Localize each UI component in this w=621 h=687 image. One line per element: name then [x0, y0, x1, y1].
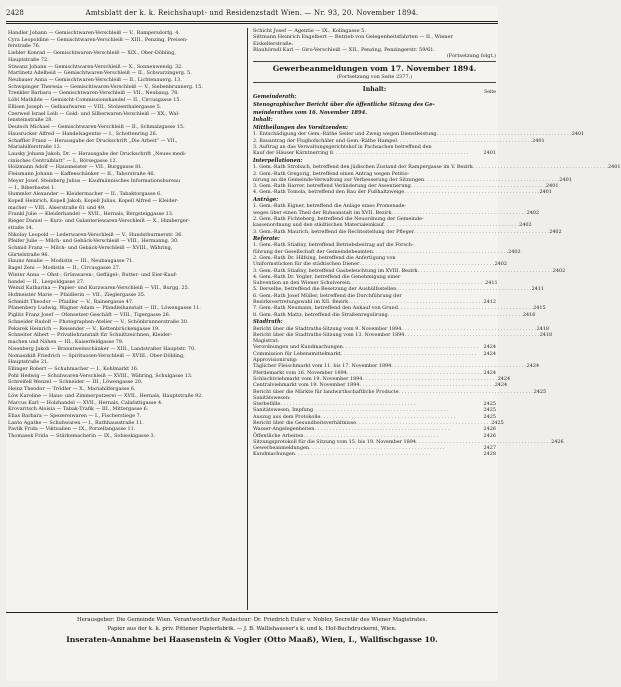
trade-entry: Cyra Leopoldine — Gemischtwaren-Verschleiß — XIII., Penzing, Preisen- — [8, 36, 188, 43]
toc-leader-dots: . . . . . . . . . . . . . . . . . . . . . . . . . . . . . . . . . . . . . . . . . . . . — [396, 137, 533, 144]
toc-item-title: Bericht über die Märkte für landwirthschaftliche Producte — [253, 388, 399, 395]
trade-entry: Winter Anna — Obst-, Grünwaren-, Geflügel-, Butter- und Eier-Kauf- — [8, 271, 178, 278]
toc-page-number: 2402 — [508, 248, 521, 255]
toc-page-number: 2424 — [483, 369, 496, 376]
toc-page-number: 2424 — [483, 350, 496, 357]
trade-entry-text: Blauhörndl Karl — Giro-Verschleiß — XII., Penzing, Penzingerstr. 59/61. — [253, 46, 436, 53]
toc-item-title: 2. Bauantrag der Flughofschäler und Gem.-Räthe Hampel — [253, 137, 397, 144]
toc-page-number: 2401 — [608, 164, 621, 171]
trade-entry: Piglitz Franz Josef — Ofensetzer-Geschäft — VIII., Tigergasse 26. — [8, 312, 171, 319]
toc-item-title: Auszug aus dem Protokolle — [253, 413, 321, 420]
toc-leader-dots: . . . . . . . . . . . . . . . . . . . . . . . . . . . . . . . . . . . . . . . . . . . . — [359, 382, 495, 389]
trade-entry: Heinz Theodor — Trödler — X., Mariahilfergasse 6. — [8, 386, 136, 393]
toc-leader-dots: . . . . . . . . . . . . . . . . . . . . . . . . . . . . . . . . . . . . . . . . . . . . — [349, 280, 486, 287]
trade-entry: Elias Barbara — Spezereiwaren — I., Fischerstiege 7. — [8, 412, 142, 419]
toc-leader-dots: . . . . . . . . . . . . . . . . . . . . . . . . . . . . . . . . . . . . . . . . . . . . — [410, 183, 547, 190]
page-number: 2428 — [6, 9, 24, 17]
trade-entry: Stiwanz Johann — Gemischtwaren-Verschleiß — X., Sonnenwendg. 32. — [8, 63, 183, 70]
toc-leader-dots: . . . . . . . . . . . . . . . . . . . . . . . . . . . . . . . . . . . . . . . . . . . . — [391, 209, 527, 216]
toc-item-title: Sitzungsprotokoll für die Sitzung vom 15. bis 19. November 1894 — [253, 438, 416, 445]
toc-leader-dots: . . . . . . . . . . . . . . . . . . . . . . . . . . . . . . . . . . . . . . . . . . . . — [396, 286, 532, 293]
column-divider — [247, 28, 248, 610]
toc-page-number: 2424 — [497, 375, 511, 382]
trade-entry: Czerwed Israel Leib — Gold- und Silberwaren-Verschleiß — XX., Wal- — [8, 110, 180, 117]
toc-page-number: 2402 — [526, 209, 540, 216]
toc-section-label: Interpellationen: — [253, 157, 303, 164]
toc-leader-dots: . . . . . . . . . . . . . . . . . . . . . . . . . . . . . . . . . . . . . . . . . . . . — [346, 369, 483, 376]
toc-page-number: 2411 — [485, 280, 498, 287]
toc-item-title: Pferdemarkt vom 16. November 1894 — [253, 369, 347, 376]
toc-item-title: 1. Gem.-Rath Strobach, betreffend den jüdischen Zustand der Rampergasse im V. Bezirk — [253, 164, 473, 171]
toc-page-number: 2401 — [546, 183, 559, 190]
right-column — [253, 28, 621, 612]
trade-entry: Neubauer Anna — Gemischtwaren-Verschleiß — II., Lichtenauerg. 13. — [8, 77, 182, 84]
trade-entry: Nikolay Leopold — Lederwaren-Verschleiß — V., Hundsthurmerstr. 36. — [8, 231, 183, 238]
trade-entry: Hauptstraße 72. — [8, 56, 49, 63]
toc-item-title: Öffentliche Arbeiten — [253, 432, 304, 439]
toc-item-title: 3. Gem.-Rath Stiaßny, betreffend Gasbeleuchtung im XVIII. Bezirk — [253, 267, 418, 274]
trade-entry: lensteinstraße 28. — [8, 117, 53, 124]
toc-page-number: 2401 — [483, 150, 496, 157]
trade-entry: ferstraße 76. — [8, 43, 41, 50]
toc-section-label: Stenographischer Bericht über die öffentliche Sitzung des Ge- — [253, 102, 435, 109]
toc-item-title: Gewerbeanmeldungen — [253, 445, 310, 452]
toc-item-title: Schlachtviehmarkt vom 19. November 1894 — [253, 375, 363, 382]
toc-leader-dots: . . . . . . . . . . . . . . . . . . . . . . . . . . . . . . . . . . . . . . . . . . . . — [401, 325, 537, 332]
trade-entry: Haunz Amalie — Modistin — III., Neubaugasse 71. — [8, 258, 134, 265]
toc-leader-dots: . . . . . . . . . . . . . . . . . . . . . . . . . . . . . . . . . . . . . . . . . . . . — [398, 388, 534, 395]
toc-item-title: Uniformstücken für die städtischen Diener — [253, 261, 360, 268]
toc-item-title: führung der Gesellschaft der Gemeindebeamten — [253, 248, 373, 255]
toc-leader-dots: . . . . . . . . . . . . . . . . . . . . . . . . . . . . . . . . . . . . . . . . . . . . — [320, 413, 456, 420]
trade-entry: Trenkler Barbara — Gemischtwaren-Verschleiß — VII., Neubaug. 78. — [8, 90, 179, 97]
toc-leader-dots: . . . . . . . . . . . . . . . . . . . . . . . . . . . . . . . . . . . . . . . . . . . . — [340, 350, 477, 357]
toc-leader-dots: . . . . . . . . . . . . . . . . . . . . . . . . . . . . . . . . . . . . . . . . . . . . — [415, 438, 552, 445]
toc-item-title: 2. Gem.-Rath Dr. Hilfsing, betreffend die Anfertigung von — [253, 254, 396, 261]
trade-entry: Deutsch Michael — Gemischtwaren-Verschleiß — II., Schmalzgasse 15. — [8, 124, 185, 131]
toc-item-title: Centralviehmarkt vom 19. November 1894 — [253, 382, 360, 389]
toc-page-number: 2425 — [533, 388, 547, 395]
toc-item-title: Sanitätswesen, Impfung — [253, 407, 314, 414]
toc-item-title: Commission für Lebensmittelmarkt — [253, 350, 341, 357]
trade-entry: handel — II., Leopoldgasse 27. — [8, 278, 85, 285]
toc-page-number: 2402 — [552, 267, 566, 274]
toc-section-label: Anträge: — [253, 196, 279, 203]
toc-page-number: 2428 — [483, 451, 496, 458]
trade-entry: Schreifell Wenzel — Schneider — III., Löwengasse 20. — [8, 379, 143, 386]
toc-item-title: Täglicher Fleischmarkt vom 11. bis 17. November 1894 — [253, 363, 392, 370]
toc-item-title: Bericht über die Stadtraths-Sitzung vom 13. November 1894 — [253, 331, 405, 338]
page-title: Amtsblatt der k. k. Reichshaupt- und Residenzstadt Wien. — Nr. 93, 20. November 1894. — [85, 9, 419, 17]
toc-item-title: 6. Gem.-Rath Josef Müller, betreffend die Durchführung der — [253, 292, 402, 299]
header-rule-2 — [6, 23, 498, 24]
trade-entry: Schmid Franz — Milch- und Gebäck-Verschleiß — XVIII., Währing, — [8, 245, 173, 251]
toc-page-number: 2402 — [494, 261, 508, 268]
trade-entry: Martinetz Adelheid — Gemischtwaren-Verschleiß — II., Schwarzingerg. 5. — [8, 70, 192, 77]
left-column — [8, 30, 242, 610]
toc-leader-dots: . . . . . . . . . . . . . . . . . . . . . . . . . . . . . . . . . . . . . . . . . . . . — [387, 311, 523, 318]
toc-leader-dots: . . . . . . . . . . . . . . . . . . . . . . . . . . . . . . . . . . . . . . . . . . . . — [372, 248, 509, 255]
toc-item-title: Bezirksvertretungswahl im XII. Bezirk — [253, 299, 349, 306]
trade-entry: Fleismann Johann — Kaffeeschänker — II., Taborstraße 46. — [8, 171, 156, 178]
toc-page-number: 2418 — [536, 325, 550, 332]
toc-leader-dots: . . . . . . . . . . . . . . . . . . . . . . . . . . . . . . . . . . . . . . . . . . . . — [332, 150, 469, 157]
toc-heading: Inhalt: — [362, 86, 387, 94]
trade-entry — [253, 53, 496, 59]
toc-page-number: 2425 — [491, 420, 504, 426]
toc-leader-dots: . . . . . . . . . . . . . . . . . . . . . . . . . . . . . . . . . . . . . . . . . . . . — [356, 420, 492, 426]
imprint — [6, 616, 498, 644]
section-rule — [253, 82, 496, 83]
toc-leader-dots: . . . . . . . . . . . . . . . . . . . . . . . . . . . . . . . . . . . . . . . . . . . . — [436, 131, 572, 138]
trade-entry: Thomasek Frida — Stärkemacherin — IX., Sobieskigasse 3. — [8, 433, 156, 440]
trade-entry: machen und Nähen — III., Kaiserfeldgasse 79. — [8, 339, 124, 346]
toc-leader-dots: . . . . . . . . . . . . . . . . . . . . . . . . . . . . . . . . . . . . . . . . . . . . — [417, 267, 553, 274]
toc-item-title: 4. Gem.-Rath Dr. Vogler, betreffend die Genehmigung einer — [253, 273, 401, 280]
toc-section-label: Gemeinderath: — [253, 94, 297, 101]
trade-entry: — I., Biberbastei 1. — [8, 184, 56, 191]
trade-entry: Pfeifer Julie — Milch- und Gebäck-Verschleiß — VIII., Hermanng. 30. — [8, 238, 179, 245]
trade-entry: straße 14. — [8, 224, 34, 231]
toc-item-title: nirung an die Gemeinde-Verwaltung zur Verbesserung der Sitzungen — [253, 176, 425, 183]
toc-item-title: Kauf der Häuser Kärntnerring 8 — [253, 150, 333, 157]
toc-page-number: 2426 — [483, 426, 496, 433]
header-rule — [6, 21, 498, 22]
toc-leader-dots: . . . . . . . . . . . . . . . . . . . . . . . . . . . . . . . . . . . . . . . . . . . . — [383, 222, 520, 229]
toc-leader-dots: . . . . . . . . . . . . . . . . . . . . . . . . . . . . . . . . . . . . . . . . . . . . — [362, 375, 498, 382]
trade-entry: Schneider Rudolf — Photographen-Atelier — V., Schönbrunnerstraße 30. — [8, 318, 189, 325]
toc-item-title: 2. Gem.-Rath Fichteberg, betreffend die Neuordnung der Gemeinde- — [253, 215, 424, 222]
toc-page-number: 2425 — [483, 401, 496, 408]
trade-entry: Liebler Konrad — Gemischtwaren-Verschleiß — XIX., Ober-Döbling, — [8, 50, 176, 57]
toc-page-number: 2416 — [522, 311, 536, 318]
toc-item-title: 3. Gem.-Rath Maurich, betreffend die Rechtsstellung der Pfleger — [253, 228, 414, 235]
trade-entry: Nomaszkiß Friedrich — Spirituosen-Verschleiß — XVIII., Ober-Döbling, — [8, 352, 185, 359]
trade-entry: Pavlik Frida — Viktualien — IX., Porzellangasse 11. — [8, 426, 136, 433]
toc-item-title: 4. Gem.-Rath Tomola, betreffend den Bau der Fußhaltzweige — [253, 189, 405, 196]
toc-item-title: Sterbefälle — [253, 401, 281, 408]
toc-section-label: Mittheilungen des Vorsitzenden: — [253, 124, 348, 131]
toc-page-number: 2402 — [519, 222, 532, 229]
toc-item-title: Subvention an den Wiener Schulverein — [253, 280, 350, 287]
toc-item-title: 1. Gem.-Rath Eigner, betreffend die Anlage eines Promenade- — [253, 203, 407, 210]
imprint-printer: Papier aus der k. k. priv. Pittener Papierfabrik. — J. B. Wallishausser's k. und k. Hof-Buchdruckerei, Wien. — [107, 626, 397, 632]
trade-entry: Löbl Mathilde — Gemischt-Commissionshandel — II., Circusgasse 15. — [8, 97, 182, 104]
trade-entry: Mariahilferstraße 12. — [8, 144, 62, 151]
toc-page-number: 2402 — [549, 228, 562, 235]
toc-item-title: Bericht über die Stadtraths-Sitzung vom 9. November 1894 — [253, 325, 402, 332]
trade-entry: Nisenberg Jakob — Branntweinschänker — XIII., Landstraßer Hauptstr. 70. — [8, 345, 196, 352]
section-rule — [253, 61, 496, 62]
toc-page-number: 2411 — [531, 286, 545, 293]
toc-item-title: 3. Auftrag an das Verwaltungsgerichtshof in Pachsachen betreffend den — [253, 144, 432, 151]
trade-entry: Handler Johann — Gemischtwaren-Verschleiß — V., Rampersdorfg. 4. — [8, 30, 180, 36]
trade-entry-text: Eiskellerstraße. — [253, 40, 294, 47]
toc-row — [253, 150, 496, 156]
trade-entry: Kopell Heinrich, Kopell Jakob, Kopell Julius, Kopell Alfred — Kleider- — [8, 197, 179, 204]
toc-page-number: 2401 — [539, 189, 552, 196]
toc-item-title: Sanitätswesen: — [253, 394, 291, 401]
toc-leader-dots: . . . . . . . . . . . . . . . . . . . . . . . . . . . . . . . . . . . . . . . . . . . . — [404, 331, 540, 338]
toc-page-number: 2425 — [483, 407, 496, 414]
trade-entry: Rieger Daniel — Kurz- und Galanteriewaren-Verschleiß — X., Himberger- — [8, 218, 190, 225]
toc-leader-dots: . . . . . . . . . . . . . . . . . . . . . . . . . . . . . . . . . . . . . . . . . . . . — [413, 228, 550, 235]
trade-entry: Bagel Zeni — Modistin — II., Circusgasse 27. — [8, 265, 121, 272]
section-title: Gewerbeanmeldungen vom 17. November 1894. — [272, 64, 477, 74]
imprint-ads: Inseraten-Annahme bei Haasenstein & Vogler (Otto Maaß), Wien, I., Wallfischgasse 10. — [66, 635, 438, 644]
trade-entry: Hauptstraße 21. — [8, 359, 49, 366]
trade-entry: Lanto Agathe — Schuhwaren — I., Rathhausstraße 11. — [8, 419, 144, 426]
toc-item-title: 3. Gem.-Rath Harrer, betreffend Veränderung der Assentierung — [253, 183, 411, 190]
trade-entry-text: Sittmann Heinrich Engelbert — Betrieb von Gelegenheitsfahrten — II., Wiener — [253, 34, 453, 41]
toc-item-title: 2. Gem.-Rath Gregorig, betreffend einen Antrag wegen Petitio- — [253, 170, 410, 177]
toc-row — [253, 228, 562, 235]
toc-page-number: 2424 — [483, 344, 496, 351]
toc-page-number: 2426 — [483, 432, 496, 439]
toc-page-number: 2426 — [551, 438, 564, 445]
trade-entry: Gürtelstraße 96. — [8, 251, 50, 258]
trade-entry: Ellisen Joseph — Gelbaufwaren — VIII., Stolzenthalergasse 5. — [8, 103, 162, 110]
trade-entry: Meyer Josef, Steinberg Julius — Kaufmännisches Informationsbureau — [8, 177, 181, 184]
toc-leader-dots: . . . . . . . . . . . . . . . . . . . . . . . . . . . . . . . . . . . . . . . . . . . . — [314, 426, 450, 433]
trade-entry: Hummler Alexander — Kleidermacher — II., Tabaktorgasse 6. — [8, 191, 162, 198]
toc-page-number: 2401 — [559, 176, 572, 183]
toc-section-label: meinderathes vom 16. November 1894. — [253, 109, 368, 116]
trade-entry: Schaffler Franz — Herausgabe der Druckschrift „Die Arbeit“ — VII., — [8, 137, 178, 144]
toc-item-title: 7. Gem.-Rath Neumann, betreffend den Ankauf von Grund — [253, 305, 398, 312]
toc-item-title: Magistrat: — [253, 338, 279, 345]
trade-entry: Frankl Julie — Kleiderhandel — XVII., Hernals, Bergsteiggasse 13. — [8, 211, 174, 218]
toc-page-number: 2412 — [483, 299, 496, 306]
toc-leader-dots: . . . . . . . . . . . . . . . . . . . . . . . . . . . . . . . . . . . . . . . . . . . . — [309, 445, 445, 452]
toc-leader-dots: . . . . . . . . . . . . . . . . . . . . . . . . . . . . . . . . . . . . . . . . . . . . — [404, 189, 540, 196]
toc-leader-dots: . . . . . . . . . . . . . . . . . . . . . . . . . . . . . . . . . . . . . . . . . . . . — [342, 344, 479, 351]
trade-entry: Weinzl Katharina — Papier- und Kurzwaren-Verschleiß — VII., Burgg. 25. — [8, 285, 190, 292]
toc-page-number: 2425 — [483, 413, 496, 420]
trade-entry: Holzmann Adolf — Hausmeister — VII., Burggasse 81. — [8, 164, 143, 171]
trade-entry: Pohl Hedwig — Schuhwaren-Verschleiß — XVIII., Währing, Schulgasse 13. — [8, 372, 193, 379]
toc-row — [253, 311, 536, 318]
trade-entry: Schneiter Albert — Privatlehranstalt für Schnittzeichnen, Kleider- — [8, 332, 173, 339]
toc-row — [253, 451, 496, 457]
toc-item-title: Wasser-Angelegenheiten — [253, 426, 315, 433]
continuation-note: (Fortsetzung folgt.) — [446, 53, 496, 60]
imprint-publisher: Herausgeber: Die Gemeinde Wien. Verantwortlicher Redacteur: Dr. Friedrich Euler v. Nobler, Secretär des Wiener Magistrates. — [76, 617, 428, 623]
trade-entry: cinisches Centralblatt“ — I., Börsegasse 12. — [8, 157, 118, 164]
toc-section-label: Inhalt: — [253, 117, 273, 124]
trade-entry: Pfanenbery Ludwig, Wagner Adam — Pfandleihanstalt — III., Löwengasse 11. — [8, 305, 201, 312]
toc-leader-dots: . . . . . . . . . . . . . . . . . . . . . . . . . . . . . . . . . . . . . . . . . . . . — [397, 305, 534, 312]
toc-item-title: 1. Entschädigung der Gem.-Räthe Seiler und Zweig wegen Dienstleistung — [253, 131, 437, 138]
newspaper-page — [6, 6, 621, 681]
toc-item-title: Kundmachungen — [253, 451, 295, 458]
trade-entry: Ellinger Robert — Schuhmacher — I., Kohlmarkt 16. — [8, 365, 139, 372]
toc-page-label: Seite — [484, 90, 496, 96]
toc-section-label: Stadtrath: — [253, 318, 283, 325]
toc-page-number: 2418 — [539, 331, 553, 338]
trade-entry: Lausky Johann Jakob, Dr. — Herausgabe der Druckschrift „Neues medi- — [8, 150, 187, 157]
toc-leader-dots: . . . . . . . . . . . . . . . . . . . . . . . . . . . . . . . . . . . . . . . . . . . . — [359, 261, 495, 268]
trade-entry: Hofmeister Marie — Pfaidlerin — VII., Zieglergasse 35. — [8, 292, 146, 299]
toc-item-title: Bericht über die Gesundheitsverhältnisse — [253, 420, 357, 426]
section-subtitle: (Fortsetzung von Seite 2377.) — [336, 74, 413, 81]
toc-leader-dots: . . . . . . . . . . . . . . . . . . . . . . . . . . . . . . . . . . . . . . . . . . . . — [472, 164, 609, 171]
toc-item-title: 5. Derselbe, betreffend die Besetzung der Aushülfsstellen — [253, 286, 397, 293]
toc-leader-dots: . . . . . . . . . . . . . . . . . . . . . . . . . . . . . . . . . . . . . . . . . . . . — [391, 363, 527, 370]
toc-page-number: 2424 — [526, 363, 540, 370]
trade-entry: Pekarek Heinrich — Reisender — V., Kettenbrückengasse 19. — [8, 325, 160, 332]
trade-entry-text: Schicht Josef — Agentie — IX., Kolingasse 5. — [253, 28, 366, 34]
trade-entry: Marcus Karl — Holzhandel — XVII., Hernals, Calafattigasse 4. — [8, 399, 163, 406]
toc-leader-dots: . . . . . . . . . . . . . . . . . . . . . . . . . . . . . . . . . . . . . . . . . . . . — [303, 432, 439, 439]
page-header — [6, 6, 498, 20]
trade-entry: macher — VIII., Alserstraße 61 und 49. — [8, 204, 106, 211]
trade-entry: Hausrucker Alfred — Handelsagentie — I., Schottenring 26. — [8, 130, 158, 137]
toc-page-number: 2401 — [532, 137, 545, 144]
trade-entry: Krovaritsch Aloisia — Tabak-Trafik — III., Mittergasse 6. — [8, 406, 149, 413]
toc-item-title: 8. Gem.-Rath Mattz, betreffend die Straßenregulirung — [253, 311, 388, 318]
toc-leader-dots: . . . . . . . . . . . . . . . . . . . . . . . . . . . . . . . . . . . . . . . . . . . . — [424, 176, 560, 183]
trade-entry: Schmidt Theodor — Pfaidler — V., Rainergasse 47. — [8, 298, 134, 305]
toc-page-number: 2415 — [533, 305, 546, 312]
toc-item-title: Verordnungen und Kundmachungen — [253, 344, 343, 351]
toc-row — [253, 189, 552, 196]
toc-item-title: kassenordnung und den städtischen Materialeinkauf — [253, 222, 384, 229]
toc-page-number: 2401 — [571, 131, 585, 138]
toc-item-title: Approvisionirung: — [253, 357, 298, 364]
toc-leader-dots: . . . . . . . . . . . . . . . . . . . . . . . . . . . . . . . . . . . . . . . . . . . . — [294, 451, 431, 458]
toc-page-number: 2424 — [494, 382, 508, 389]
toc-leader-dots: . . . . . . . . . . . . . . . . . . . . . . . . . . . . . . . . . . . . . . . . . . . . — [313, 407, 449, 414]
toc-page-number: 2427 — [483, 445, 496, 452]
trade-entry: Schwipinger Theresia — Gemischtwaren-Verschleiß — V., Siebenbrunnerg. 15. — [8, 83, 203, 90]
footer-rule — [6, 612, 498, 613]
toc-header — [253, 86, 496, 96]
toc-item-title: 1. Gem.-Rath Stiaßny, betreffend Betriebsbeitrag auf die Forsch- — [253, 242, 414, 249]
toc-section-label: Referate: — [253, 235, 280, 242]
toc-item-title: weges über einen Theil der Ruheanstalt im XVII. Bezirk — [253, 209, 392, 216]
trade-entry: Löw Karoline — Haus- und Zimmerputzerei — XVII., Hernals, Hauptstraße 92. — [8, 392, 203, 399]
toc-leader-dots: . . . . . . . . . . . . . . . . . . . . . . . . . . . . . . . . . . . . . . . . . . . . — [280, 401, 416, 408]
toc-leader-dots: . . . . . . . . . . . . . . . . . . . . . . . . . . . . . . . . . . . . . . . . . . . . — [348, 299, 484, 306]
